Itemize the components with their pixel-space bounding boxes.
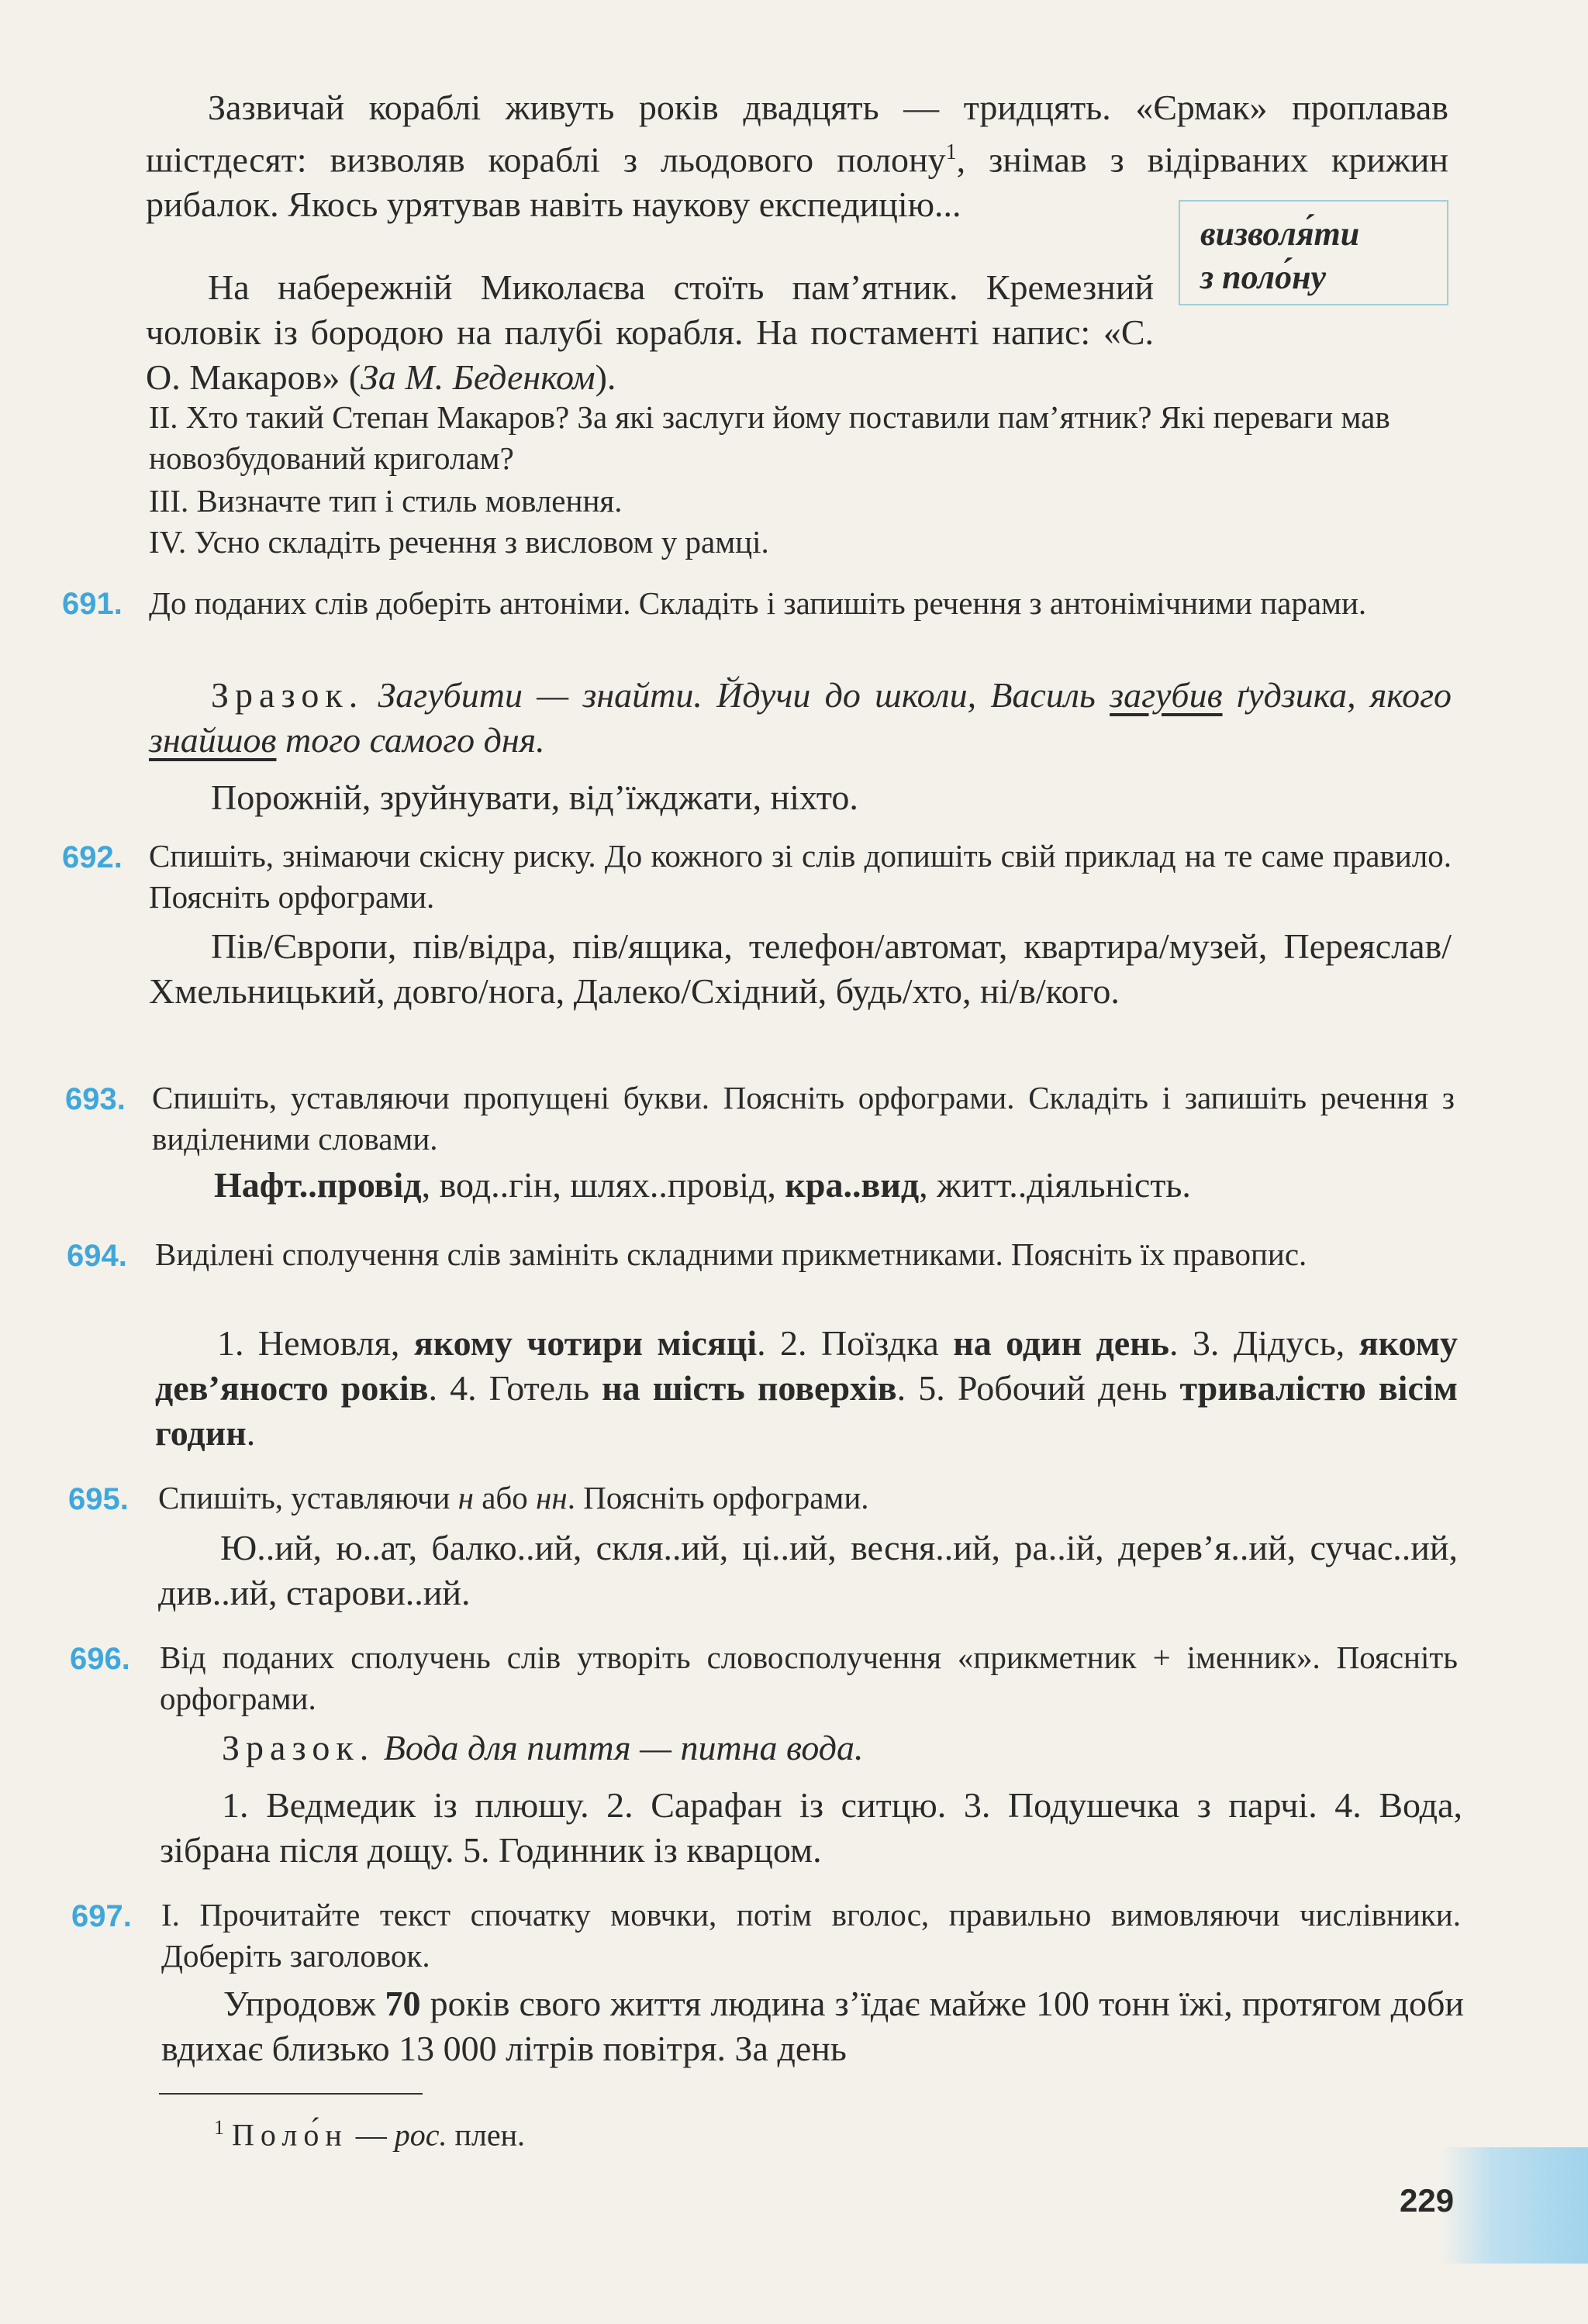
box-line-1: визволя́ти	[1200, 215, 1360, 253]
author: За М. Беденком	[361, 357, 596, 397]
exercise-number-697: 697.	[71, 1899, 132, 1933]
question-4: IV. Усно складіть речення з висловом у рамці.	[149, 524, 769, 560]
exercise-696-sample: Зразок. Вода для пиття — питна вода.	[222, 1728, 864, 1767]
footnote-divider	[159, 2093, 423, 2095]
exercise-691-words: Порожній, зруйнувати, від’їжджати, ніхто.	[211, 778, 858, 817]
exercise-695-words: Ю..ий, ю..ат, балко..ий, скля..ий, ці..ий, весня..ий, ра..ій, дерев’я..ий, сучас..ий, див..ий, старови..ий.	[158, 1528, 1458, 1612]
box-line-2: з поло́ну	[1200, 258, 1327, 296]
question-3: III. Визначте тип і стиль мовлення.	[149, 483, 623, 519]
exercise-692-task: Спишіть, знімаючи скісну риску. До кожного зі слів допишіть свій приклад на те саме правило. Поясніть орфограми.	[149, 838, 1452, 915]
exercise-693-words: Нафт..провід, вод..гін, шлях..провід, кра..вид, житт..діяльність.	[214, 1165, 1191, 1205]
page-number: 229	[1400, 2182, 1455, 2219]
exercise-694-task: Виділені сполучення слів замініть складними прикметниками. Поясніть їх правопис.	[155, 1236, 1307, 1272]
exercise-692-words: Пів/Європи, пів/відра, пів/ящика, телефон/автомат, квартира/музей, Переяслав/Хмельницький, довго/нога, Далеко/Східний, будь/хто, ні/в/кого.	[149, 926, 1452, 1011]
exercise-695-task: Спишіть, уставляючи н або нн. Поясніть орфограми.	[158, 1480, 869, 1515]
exercise-693-task: Спишіть, уставляючи пропущені букви. Поясніть орфограми. Складіть і запишіть речення з виділеними словами.	[152, 1080, 1455, 1157]
footnote: $^1$ Поло́н — рос. плен.	[214, 2116, 526, 2153]
exercise-691-sample: Зразок. Загубити — знайти. Йдучи до школи, Василь загубив ґудзика, якого знайшов того самого дня.	[149, 675, 1452, 760]
exercise-694-sentences: 1. Немовля, якому чотири місяці. 2. Поїздка на один день. 3. Дідусь, якому дев’яносто років. 4. Готель на шість поверхів. 5. Робочий день тривалістю вісім годин.	[155, 1323, 1458, 1453]
exercise-number-692: 692.	[62, 840, 123, 874]
exercise-697-task: I. Прочитайте текст спочатку мовчки, потім вголос, правильно вимовляючи числівники. Доберіть заголовок.	[161, 1897, 1461, 1974]
exercise-691-task: До поданих слів доберіть антоніми. Складіть і запишіть речення з антонімічними парами.	[149, 585, 1367, 621]
exercise-number-694: 694.	[67, 1239, 127, 1273]
intro-paragraph-2: На набережній Миколаєва стоїть пам’ятник. Кремезний чоловік із бородою на палубі корабля. На постаменті напис: «С. О. Макаров» (За М. Беденком).	[146, 267, 1154, 397]
footnote-ref: 1	[945, 140, 957, 164]
exercise-number-693: 693.	[65, 1082, 126, 1116]
exercise-697-text: Упродовж 70 років свого життя людина з’їдає майже 100 тонн їжі, протягом доби вдихає близько 13 000 літрів повітря. За день	[161, 1984, 1464, 2068]
exercise-696-words: 1. Ведмедик із плюшу. 2. Сарафан із ситцю. 3. Подушечка з парчі. 4. Вода, зібрана після дощу. 5. Годинник із кварцом.	[160, 1785, 1462, 1870]
exercise-number-691: 691.	[62, 587, 123, 621]
intro-paragraph-1: Зазвичай кораблі живуть років двадцять — тридцять. «Єрмак» проплавав шістдесят: визволяв кораблі з льодового полону$^1$, знімав з відірваних крижин рибалок. Якось урятував навіть наукову експедицію...	[146, 88, 1449, 225]
question-2: II. Хто такий Степан Макаров? За які заслуги йому поставили пам’ятник? Які переваги мав новозбудований криголам?	[149, 399, 1390, 476]
page-tab	[1441, 2147, 1588, 2264]
exercise-number-695: 695.	[68, 1482, 129, 1516]
expression-box	[1179, 200, 1448, 305]
exercise-696-task: Від поданих сполучень слів утворіть словосполучення «прикметник + іменник». Поясніть орфограми.	[160, 1640, 1458, 1716]
exercise-number-696: 696.	[70, 1642, 130, 1676]
